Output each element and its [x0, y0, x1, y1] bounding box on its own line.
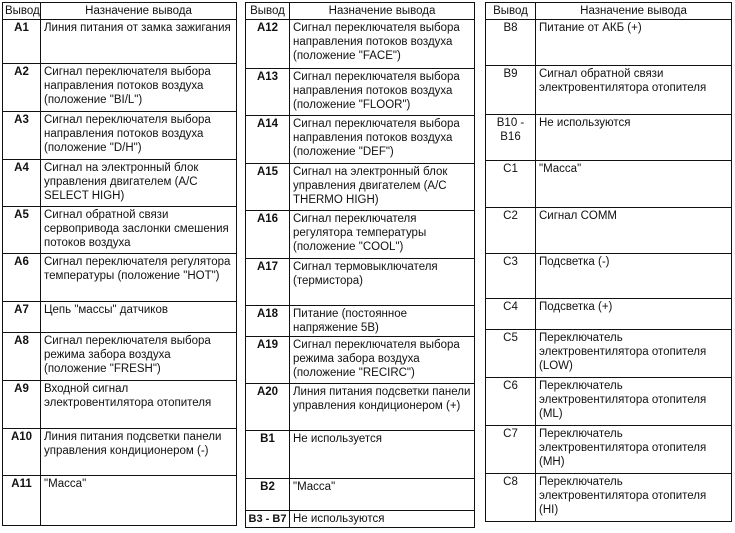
pin-label: A2	[3, 64, 41, 112]
pin-label: A1	[3, 20, 41, 64]
pin-description: Линия питания подсветки панели управления кондиционером (-)	[41, 429, 237, 476]
pin-label: A13	[246, 69, 290, 116]
pin-description: Переключатель электровентилятора отопителя (HI)	[536, 474, 732, 522]
table-row	[3, 207, 237, 254]
table-row	[3, 112, 237, 160]
pin-label: A17	[246, 259, 290, 306]
pinout-table-2	[245, 2, 475, 528]
table-row	[246, 384, 475, 431]
pin-description: Сигнал переключателя выбора направления потоков воздуха (положение "BI/L")	[41, 64, 237, 112]
table-row	[486, 426, 732, 474]
pin-description: "Масса"	[536, 161, 732, 208]
table-row	[246, 259, 475, 306]
pin-label: B2	[246, 479, 290, 511]
pin-description: Сигнал переключателя регулятора температуры (положение "COOL")	[290, 211, 475, 259]
pin-label: A3	[3, 112, 41, 160]
pin-label: C4	[486, 299, 536, 330]
pin-label: A15	[246, 164, 290, 211]
table-header-row	[486, 3, 732, 20]
pin-label: A6	[3, 254, 41, 302]
table-row	[486, 378, 732, 426]
pin-description: Цепь "массы" датчиков	[41, 302, 237, 333]
pin-description: Питание (постоянное напряжение 5В)	[290, 306, 475, 337]
pin-description: Переключатель электровентилятора отопителя (ML)	[536, 378, 732, 426]
pin-label: C6	[486, 378, 536, 426]
pin-description: Сигнал переключателя выбора направления потоков воздуха (положение "DEF")	[290, 116, 475, 164]
pin-label: A20	[246, 384, 290, 431]
table-row	[3, 160, 237, 207]
table-row	[486, 66, 732, 115]
pin-description: "Масса"	[290, 479, 475, 511]
pinout-table-1	[2, 2, 237, 526]
table-row	[246, 479, 475, 511]
pin-description: Сигнал переключателя выбора режима забора воздуха (положение "RECIRC")	[290, 337, 475, 384]
pin-label: A10	[3, 429, 41, 476]
table-row	[3, 333, 237, 381]
pin-description: Не используются	[536, 115, 732, 161]
pin-label: A16	[246, 211, 290, 259]
pin-label: B3 - B7	[246, 511, 290, 528]
table-row	[486, 330, 732, 378]
table-row	[246, 69, 475, 116]
pin-label: A5	[3, 207, 41, 254]
table-row	[486, 161, 732, 208]
table-row	[246, 20, 475, 69]
table-row	[486, 208, 732, 254]
pin-label: C7	[486, 426, 536, 474]
table-row	[486, 474, 732, 522]
table-row	[486, 254, 732, 299]
pin-column-header: Вывод	[486, 3, 536, 20]
table-row	[3, 476, 237, 526]
pin-description: "Масса"	[41, 476, 237, 526]
pin-description: Сигнал переключателя регулятора температуры (положение "HOT")	[41, 254, 237, 302]
pin-description: Линия питания подсветки панели управления кондиционером (+)	[290, 384, 475, 431]
pin-label: A8	[3, 333, 41, 381]
table-row	[3, 381, 237, 429]
pin-description: Сигнал обратной связи сервопривода заслонки смешения потоков воздуха	[41, 207, 237, 254]
table-row	[246, 116, 475, 164]
table-row	[3, 254, 237, 302]
table-header-row	[3, 3, 237, 20]
pin-label: A9	[3, 381, 41, 429]
purpose-column-header: Назначение вывода	[536, 3, 732, 20]
pin-description: Сигнал переключателя выбора направления потоков воздуха (положение "FLOOR")	[290, 69, 475, 116]
table-row	[3, 429, 237, 476]
pin-label: A4	[3, 160, 41, 207]
table-row	[246, 337, 475, 384]
pin-label: A19	[246, 337, 290, 384]
table-row	[486, 299, 732, 330]
pin-description: Не используется	[290, 431, 475, 479]
pin-label: B9	[486, 66, 536, 115]
pin-description: Сигнал на электронный блок управления двигателем (A/C THERMO HIGH)	[290, 164, 475, 211]
pin-description: Сигнал термовыключателя (термистора)	[290, 259, 475, 306]
pin-label: B1	[246, 431, 290, 479]
pin-label: C1	[486, 161, 536, 208]
pin-description: Подсветка (+)	[536, 299, 732, 330]
pin-label: C2	[486, 208, 536, 254]
pin-description: Сигнал переключателя выбора направления потоков воздуха (положение "D/H")	[41, 112, 237, 160]
pin-label: A7	[3, 302, 41, 333]
pin-label: B8	[486, 20, 536, 66]
pin-description: Сигнал COMM	[536, 208, 732, 254]
pin-description: Переключатель электровентилятора отопителя (MH)	[536, 426, 732, 474]
pin-description: Сигнал на электронный блок управления двигателем (A/C SELECT HIGH)	[41, 160, 237, 207]
pin-label: A18	[246, 306, 290, 337]
pin-label: C8	[486, 474, 536, 522]
purpose-column-header: Назначение вывода	[41, 3, 237, 20]
table-row	[246, 306, 475, 337]
table-row	[486, 115, 732, 161]
pin-description: Сигнал переключателя выбора режима забора воздуха (положение "FRESH")	[41, 333, 237, 381]
pin-column-header: Вывод	[246, 3, 290, 20]
pin-description: Входной сигнал электровентилятора отопителя	[41, 381, 237, 429]
pin-description: Линия питания от замка зажигания	[41, 20, 237, 64]
table-row	[486, 20, 732, 66]
table-row	[3, 20, 237, 64]
pin-column-header: Вывод	[3, 3, 41, 20]
pin-description: Сигнал обратной связи электровентилятора отопителя	[536, 66, 732, 115]
table-header-row	[246, 3, 475, 20]
pin-description: Питание от АКБ (+)	[536, 20, 732, 66]
pin-label: B10 - B16	[486, 115, 536, 161]
table-row	[3, 64, 237, 112]
table-row	[246, 511, 475, 528]
pinout-table-3	[485, 2, 732, 522]
pin-label: A12	[246, 20, 290, 69]
pin-label: A11	[3, 476, 41, 526]
table-row	[246, 164, 475, 211]
pin-description: Сигнал переключателя выбора направления потоков воздуха (положение "FACE")	[290, 20, 475, 69]
pin-label: A14	[246, 116, 290, 164]
pin-label: C3	[486, 254, 536, 299]
purpose-column-header: Назначение вывода	[290, 3, 475, 20]
pin-description: Не используются	[290, 511, 475, 528]
pin-description: Переключатель электровентилятора отопителя (LOW)	[536, 330, 732, 378]
table-row	[246, 431, 475, 479]
pin-label: C5	[486, 330, 536, 378]
table-row	[3, 302, 237, 333]
table-row	[246, 211, 475, 259]
pin-description: Подсветка (-)	[536, 254, 732, 299]
